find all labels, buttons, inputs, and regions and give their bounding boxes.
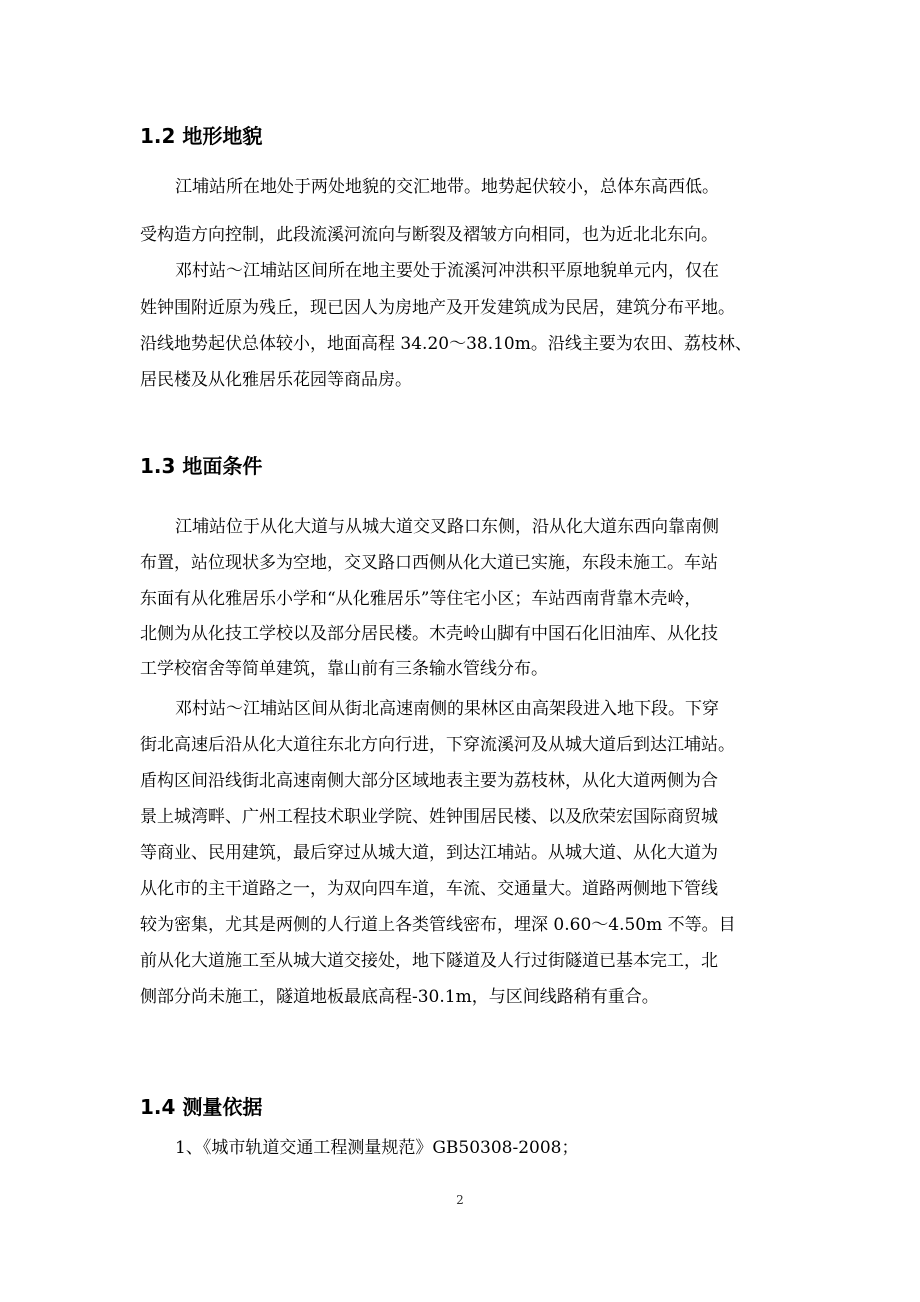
paragraph-line: 沿线地势起伏总体较小，地面高程 34.20～38.10m。沿线主要为农田、荔枝林、 xyxy=(140,334,752,354)
paragraph-line: 从化市的主干道路之一，为双向四车道，车流、交通量大。道路两侧地下管线 xyxy=(140,879,718,899)
paragraph-line: 江埔站所在地处于两处地貌的交汇地带。地势起伏较小，总体东高西低。 xyxy=(175,177,719,197)
paragraph-line: 景上城湾畔、广州工程技术职业学院、姓钟围居民楼、以及欣荣宏国际商贸城 xyxy=(140,807,718,827)
paragraph-line: 盾构区间沿线街北高速南侧大部分区域地表主要为荔枝林，从化大道两侧为合 xyxy=(140,771,718,791)
paragraph-line: 侧部分尚未施工，隧道地板最底高程-30.1m，与区间线路稍有重合。 xyxy=(140,987,659,1007)
paragraph-line: 工学校宿舍等简单建筑，靠山前有三条输水管线分布。 xyxy=(140,659,548,679)
section-heading-1-4: 1.4 测量依据 xyxy=(140,1095,263,1119)
paragraph-line: 较为密集，尤其是两侧的人行道上各类管线密布，埋深 0.60～4.50m 不等。目 xyxy=(140,915,736,935)
page-number: 2 xyxy=(456,1193,464,1207)
paragraph-line: 前从化大道施工至从城大道交接处，地下隧道及人行过街隧道已基本完工，北 xyxy=(140,951,718,971)
section-heading-1-3: 1.3 地面条件 xyxy=(140,454,263,478)
paragraph-line: 江埔站位于从化大道与从城大道交叉路口东侧，沿从化大道东西向靠南侧 xyxy=(175,517,719,537)
paragraph-line: 邓村站～江埔站区间所在地主要处于流溪河冲洪积平原地貌单元内，仅在 xyxy=(175,261,719,281)
paragraph-line: 姓钟围附近原为残丘，现已因人为房地产及开发建筑成为民居，建筑分布平地。 xyxy=(140,298,735,318)
paragraph-line: 居民楼及从化雅居乐花园等商品房。 xyxy=(140,370,412,390)
paragraph-line: 受构造方向控制，此段流溪河流向与断裂及褶皱方向相同，也为近北北东向。 xyxy=(140,225,718,245)
paragraph-line: 布置，站位现状多为空地，交叉路口西侧从化大道已实施，东段未施工。车站 xyxy=(140,553,718,573)
paragraph-line: 等商业、民用建筑，最后穿过从城大道，到达江埔站。从城大道、从化大道为 xyxy=(140,843,718,863)
paragraph-line: 北侧为从化技工学校以及部分居民楼。木壳岭山脚有中国石化旧油库、从化技 xyxy=(140,624,718,644)
section-heading-1-2: 1.2 地形地貌 xyxy=(140,124,263,148)
reference-item: 1、《城市轨道交通工程测量规范》GB50308-2008； xyxy=(175,1138,579,1158)
paragraph-line: 东面有从化雅居乐小学和“从化雅居乐”等住宅小区；车站西南背靠木壳岭， xyxy=(140,589,702,609)
paragraph-line: 邓村站～江埔站区间从街北高速南侧的果林区由高架段进入地下段。下穿 xyxy=(175,699,719,719)
paragraph-line: 街北高速后沿从化大道往东北方向行进，下穿流溪河及从城大道后到达江埔站。 xyxy=(140,735,735,755)
